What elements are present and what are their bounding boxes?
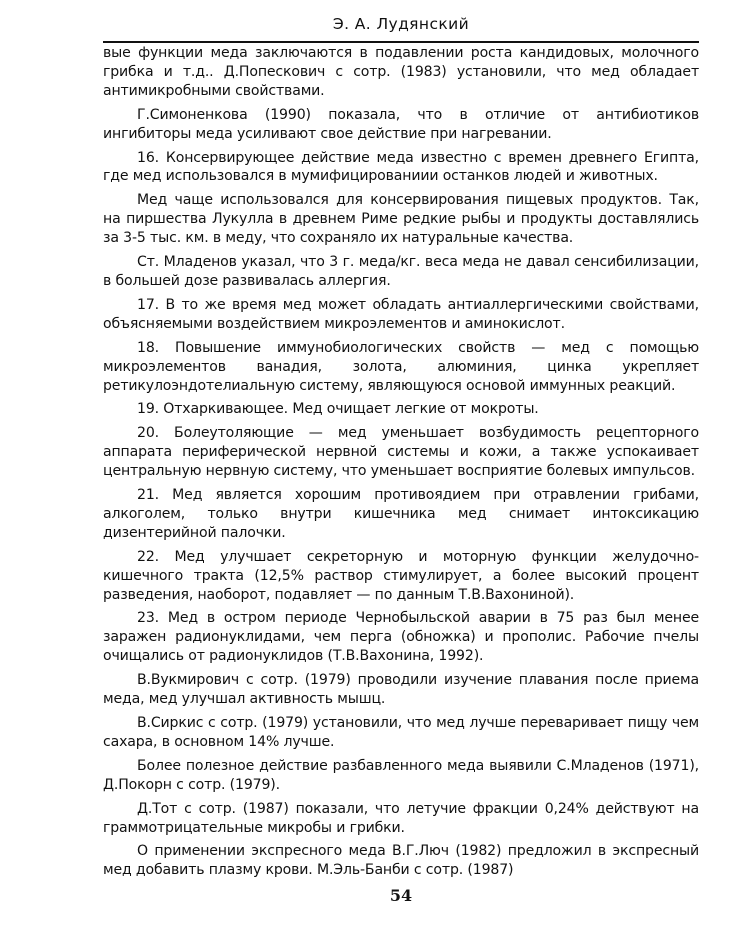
paragraph-item-16: 16. Консервирующее действие меда известно с времен древнего Египта, где мед использовался в мумифицированиии останков людей и животных. <box>103 149 699 185</box>
paragraph-diluted-honey: Более полезное действие разбавленного меда выявили С.Младенов (1971), Д.Покорн с сотр. (1979). <box>103 757 699 793</box>
paragraph-item-19: 19. Отхаркивающее. Мед очищает легкие от мокроты. <box>137 401 539 418</box>
header-rule <box>103 41 699 43</box>
running-title: Э. А. Лудянский <box>332 15 470 33</box>
paragraph-item-21: 21. Мед является хорошим противоядием при отравлении грибами, алкоголем, только внутри кишечника мед снимает интоксикацию дизентерийной палочки. <box>103 487 699 541</box>
body-text <box>103 44 699 880</box>
page-number: 54 <box>389 886 413 905</box>
paragraph-tot: Д.Тот с сотр. (1987) показали, что летучие фракции 0,24% действуют на граммотрицательные микробы и грибки. <box>103 800 699 836</box>
book-page <box>103 14 699 905</box>
paragraph-item-23: 23. Мед в остром периоде Чернобыльской аварии в 75 раз был менее заражен радионуклидами, чем перга (обножка) и прополис. Рабочие пчелы очищались от радионуклидов (Т.В.Вахонина, 1992). <box>103 610 699 665</box>
paragraph-sirkis: В.Сиркис с сотр. (1979) установили, что мед лучше переваривает пищу чем сахара, в основном 14% лучше. <box>103 715 699 750</box>
paragraph-continued: вые функции меда заключаются в подавлении роста кандидовых, молочного грибка и т.д.. Д.Попескович с сотр. (1983) установили, что мед обладает антимикробными свойствами. <box>103 45 699 99</box>
paragraph-preservation: Мед чаще использовался для консервирования пищевых продуктов. Так, на пиршества Лукулла в древнем Риме редкие рыбы и продукты доставлялись за 3-5 тыс. км. в меду, что сохраняло их натуральные качества. <box>103 192 699 247</box>
paragraph-item-20: 20. Болеутоляющие — мед уменьшает возбудимость рецепторного аппарата периферической нервной системы и кожи, а также успокаивает центральную нервную систему, что уменьшает восприятие болевых импульсов. <box>103 425 699 480</box>
paragraph-item-22: 22. Мед улучшает секреторную и моторную функции желудочно-кишечного тракта (12,5% раствор стимулирует, а более высокий процент разведения, наоборот, подавляет — по данным Т.В.Вахониной). <box>103 548 699 603</box>
paragraph-mladenov: Ст. Младенов указал, что 3 г. меда/кг. веса меда не давал сенсибилизации, в большей дозе развивалась аллергия. <box>103 254 699 289</box>
paragraph-express-honey: О применении экспресного меда В.Г.Люч (1982) предложил в экспресный мед добавить плазму крови. М.Эль-Банби с сотр. (1987) <box>103 843 699 879</box>
paragraph-item-17: 17. В то же время мед может обладать антиаллергическими свойствами, объясняемыми воздействием микроэлементов и аминокислот. <box>103 296 699 332</box>
paragraph-item-18: 18. Повышение иммунобиологических свойств — мед с помощью микроэлементов ванадия, золота, алюминия, цинка укрепляет ретикулоэндотелиальную систему, являющуюся основой иммунных реакций. <box>103 339 699 394</box>
paragraph-vukmirovich: В.Вукмирович с сотр. (1979) проводили изучение плавания после приема меда, мед улучшал активность мышц. <box>103 672 699 708</box>
paragraph-simonenkova: Г.Симоненкова (1990) показала, что в отличие от антибиотиков ингибиторы меда усиливают свое действие при нагревании. <box>103 106 699 142</box>
